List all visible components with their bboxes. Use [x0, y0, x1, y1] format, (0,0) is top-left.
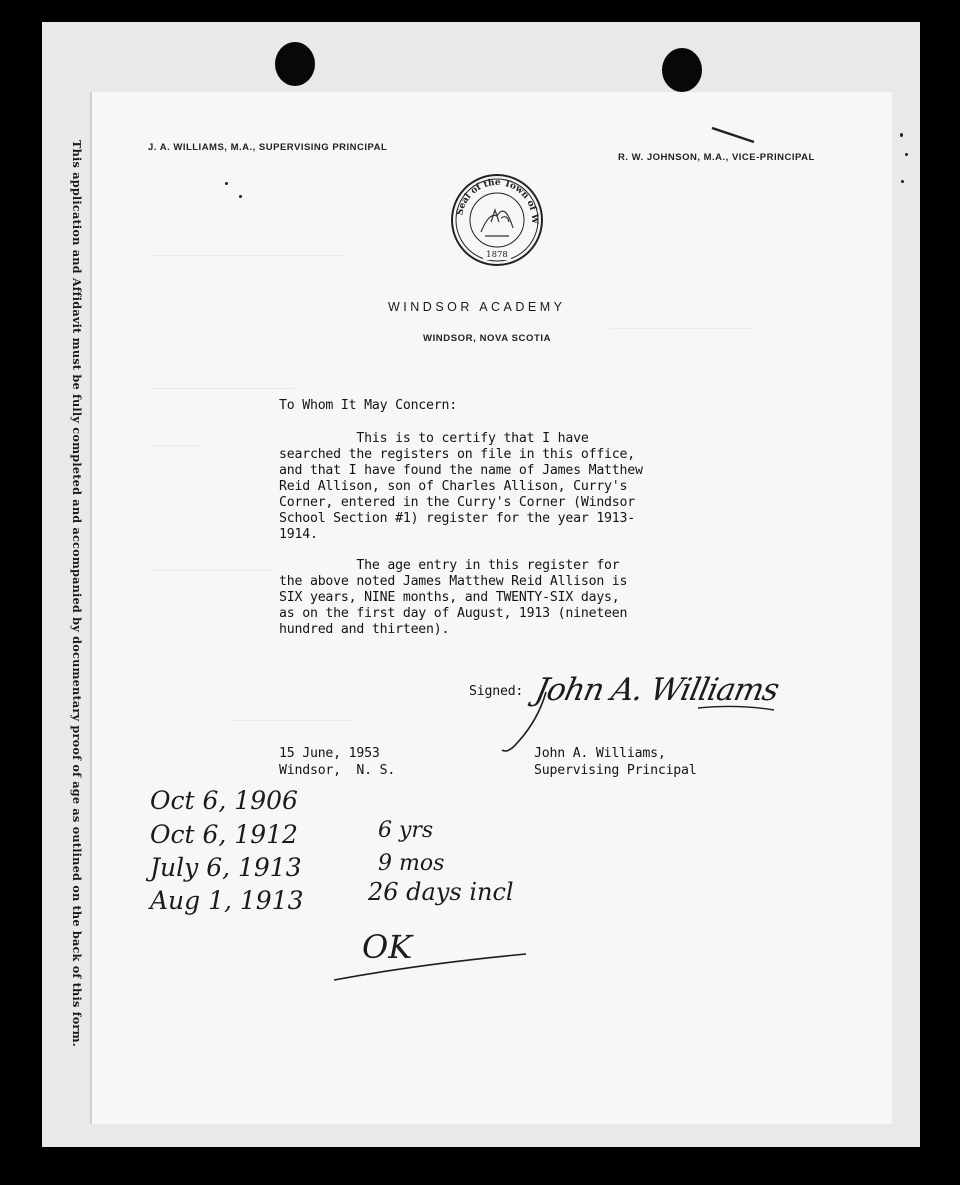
bleed-through-text: ________________________________ [150, 245, 343, 256]
punch-hole-left [275, 42, 315, 86]
handwritten-duration: 6 yrs [378, 818, 434, 843]
speck [239, 195, 242, 198]
handwritten-date: July 6, 1913 [150, 853, 302, 882]
text-line: 1914. [279, 527, 318, 542]
signed-label: Signed: [469, 684, 524, 699]
text-line: SIX years, NINE months, and TWENTY-SIX days, [279, 590, 620, 605]
letter-place: Windsor, N. S. [279, 763, 396, 778]
text-line: hundred and thirteen). [279, 622, 450, 637]
speck [900, 133, 903, 137]
salutation: To Whom It May Concern: [279, 398, 458, 413]
bleed-through-text: ________________________ [150, 378, 295, 389]
handwritten-date: Oct 6, 1906 [150, 786, 298, 815]
text-line: The age entry in this register for [279, 558, 620, 573]
speck [225, 182, 228, 185]
text-line: the above noted James Matthew Reid Allison is [279, 574, 628, 589]
text-line: as on the first day of August, 1913 (nineteen [279, 606, 628, 621]
town-seal [449, 172, 545, 268]
bleed-through-text: ____________________ [150, 560, 271, 571]
school-location: WINDSOR, NOVA SCOTIA [423, 333, 552, 344]
seal-year: 1878 [486, 250, 508, 260]
text-line: This is to certify that I have [279, 431, 589, 446]
text-line: School Section #1) register for the year 1913- [279, 511, 636, 526]
seal-text: Seal of the Town of W [455, 177, 540, 225]
handwritten-date: Oct 6, 1912 [150, 820, 298, 849]
handwritten-duration: 26 days incl [368, 878, 514, 906]
signer-name: John A. Williams, [534, 746, 666, 761]
bleed-through-text: ____________________ [230, 710, 351, 721]
text-line: searched the registers on file in this office, [279, 447, 636, 462]
speck [905, 153, 908, 156]
bleed-through-text: ________________________ [610, 318, 755, 329]
svg-text:Seal of the Town of Windsor [449, 172, 539, 225]
letter-date: 15 June, 1953 [279, 746, 380, 761]
pen-mark [710, 124, 758, 146]
letterhead-vice-principal: R. W. JOHNSON, M.A., VICE-PRINCIPAL [618, 152, 815, 163]
punch-hole-right [662, 48, 702, 92]
speck [901, 180, 904, 183]
approval-underline [330, 950, 530, 984]
text-line: and that I have found the name of James Matthew [279, 463, 643, 478]
bleed-through-text: ________ [150, 435, 199, 446]
text-line: Corner, entered in the Curry's Corner (Windsor [279, 495, 636, 510]
letterhead-principal: J. A. WILLIAMS, M.A., SUPERVISING PRINCIPAL [148, 142, 388, 153]
signature: John A. Williams [532, 672, 782, 708]
handwritten-approval: OK [362, 928, 413, 966]
handwritten-date: Aug 1, 1913 [150, 886, 304, 915]
text-line: Reid Allison, son of Charles Allison, Curry's [279, 479, 628, 494]
handwritten-duration: 9 mos [378, 851, 445, 876]
seal-emblem [481, 210, 513, 236]
signer-title: Supervising Principal [534, 763, 697, 778]
side-note: This application and Affidavit must be fully completed and accompanied by documentary proof of age as outlined on the back of this form. [70, 140, 84, 1047]
